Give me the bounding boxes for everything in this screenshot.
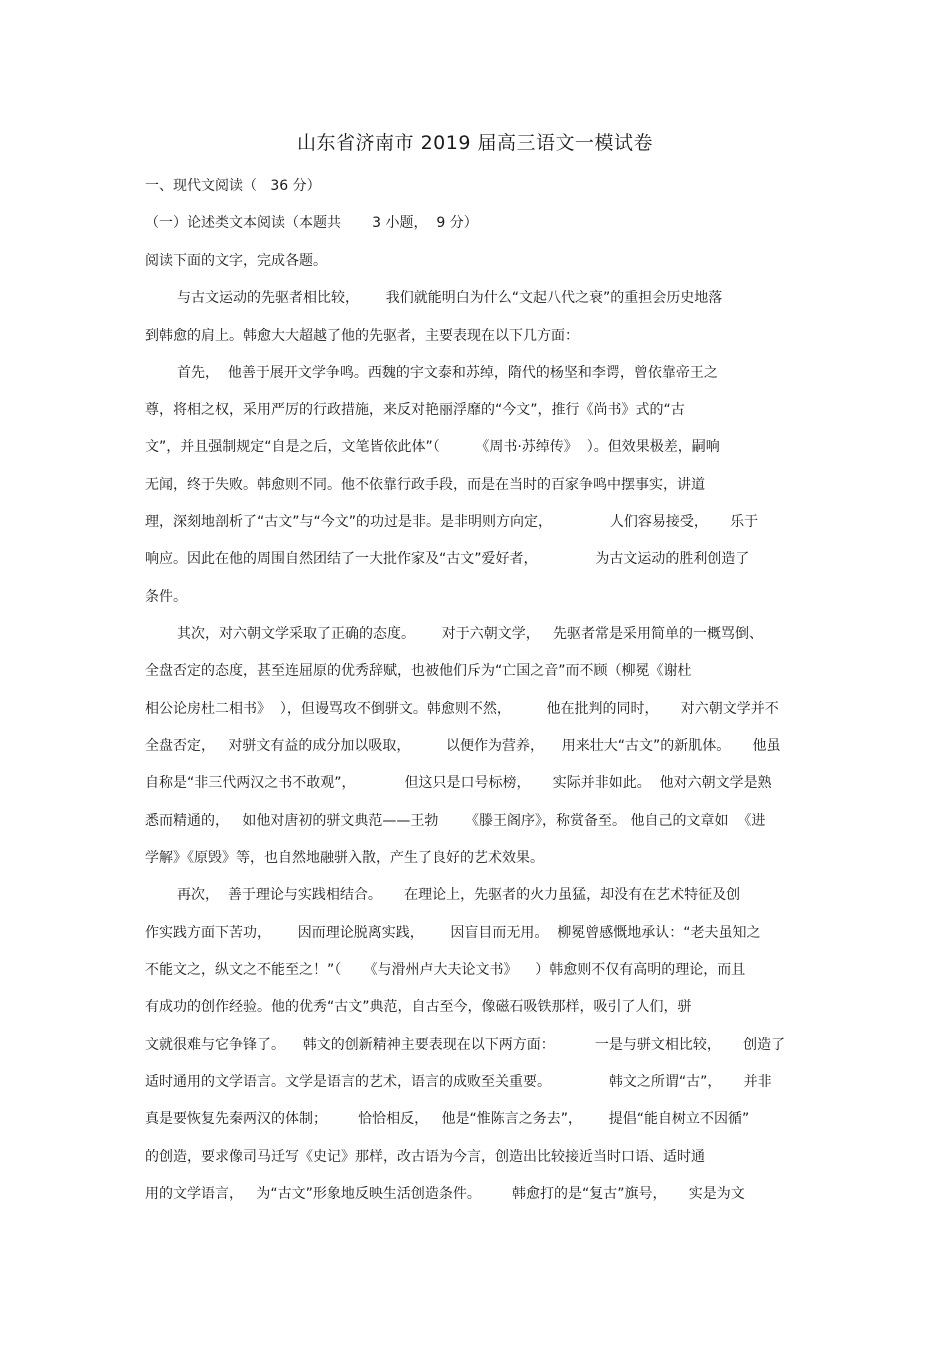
body-line: 首先， 他善于展开文学争鸣。西魏的宇文泰和苏绰，隋代的杨坚和李谔，曾依靠帝王之 xyxy=(177,365,718,381)
document-title: 山东省济南市 2019 届高三语文一模试卷 xyxy=(297,132,653,154)
body-line: 用的文学语言， 为“古文”形象地反映生活创造条件。 韩愈打的是“复古”旗号， 实是为文 xyxy=(145,1186,745,1202)
body-line: 真是要恢复先秦两汉的体制； 恰恰相反， 他是“惟陈言之务去”， 提倡“能自树立不因循” xyxy=(145,1111,750,1127)
body-line: 响应。因此在他的周围自然团结了一大批作家及“古文”爱好者， 为古文运动的胜利创造了 xyxy=(145,551,750,567)
body-line: 悉而精通的， 如他对唐初的骈文典范——王勃 《滕王阁序》，称赏备至。 他自己的文章如 《进 xyxy=(145,813,766,829)
body-line: 阅读下面的文字，完成各题。 xyxy=(145,253,327,269)
body-line: 再次， 善于理论与实践相结合。 在理论上，先驱者的火力虽猛，却没有在艺术特征及创 xyxy=(177,887,741,903)
body-line: 的创造，要求像司马迁写《史记》那样，改古语为今言，创造出比较接近当时口语、适时通 xyxy=(145,1149,705,1165)
body-line: 其次，对六朝文学采取了正确的态度。 对于六朝文学， 先驱者常是采用简单的一概骂倒、 xyxy=(177,626,764,642)
body-line: 全盘否定， 对骈文有益的成分加以吸取， 以便作为营养， 用来壮大“古文”的新肌体。 他虽 xyxy=(145,738,781,754)
body-line: 作实践方面下苦功， 因而理论脱离实践， 因盲目而无用。 柳冕曾感慨地承认：“老夫虽知之 xyxy=(145,925,761,941)
body-line: 理，深刻地剖析了“古文”与“今文”的功过是非。是非明则方向定， 人们容易接受， 乐于 xyxy=(145,514,759,530)
body-line: 不能文之，纵文之不能至之！”（ 《与滑州卢大夫论文书》 ）韩愈则不仅有高明的理论，而且 xyxy=(145,962,746,978)
body-line: 文”，并且强制规定“自是之后，文笔皆依此体”（ 《周书·苏绰传》 ）。但效果极差，嗣响 xyxy=(145,439,720,455)
body-line: 有成功的创作经验。他的优秀“古文”典范，自古至今，像磁石吸铁那样，吸引了人们，骈 xyxy=(145,999,692,1015)
body-line: 相公论房杜二相书》 ），但谩骂攻不倒骈文。韩愈则不然， 他在批判的同时， 对六朝文学并不 xyxy=(145,701,779,717)
body-line: 到韩愈的肩上。韩愈大大超越了他的先驱者，主要表现在以下几方面： xyxy=(145,328,579,344)
body-line: 无闻，终于失败。韩愈则不同。他不依靠行政手段，而是在当时的百家争鸣中摆事实，讲道 xyxy=(145,477,705,493)
body-line: 条件。 xyxy=(145,589,187,605)
body-line: 学解》《原毁》等，也自然地融骈入散，产生了良好的艺术效果。 xyxy=(145,850,544,866)
body-line: 全盘否定的态度，甚至连屈原的优秀辞赋，也被他们斥为“亡国之音”而不顾（柳冕《谢杜 xyxy=(145,663,692,679)
body-line: 适时通用的文学语言。文学是语言的艺术，语言的成败至关重要。 韩文之所谓“古”， 并非 xyxy=(145,1074,772,1090)
body-line: 自称是“非三代两汉之书不敢观”， 但这只是口号标榜， 实际并非如此。 他对六朝文学是熟 xyxy=(145,775,772,791)
body-line: 文就很难与它争锋了。 韩文的创新精神主要表现在以下两方面： 一是与骈文相比较， 创造了 xyxy=(145,1037,786,1053)
body-line: （一）论述类文本阅读（本题共 3 小题， 9 分） xyxy=(145,215,478,231)
body-line: 一、现代文阅读（ 36 分） xyxy=(145,178,321,194)
body-line: 尊，将相之权，采用严厉的行政措施，来反对艳丽浮靡的“今文”，推行《尚书》式的“古 xyxy=(145,402,685,418)
body-line: 与古文运动的先驱者相比较， 我们就能明白为什么“文起八代之衰”的重担会历史地落 xyxy=(177,290,723,306)
